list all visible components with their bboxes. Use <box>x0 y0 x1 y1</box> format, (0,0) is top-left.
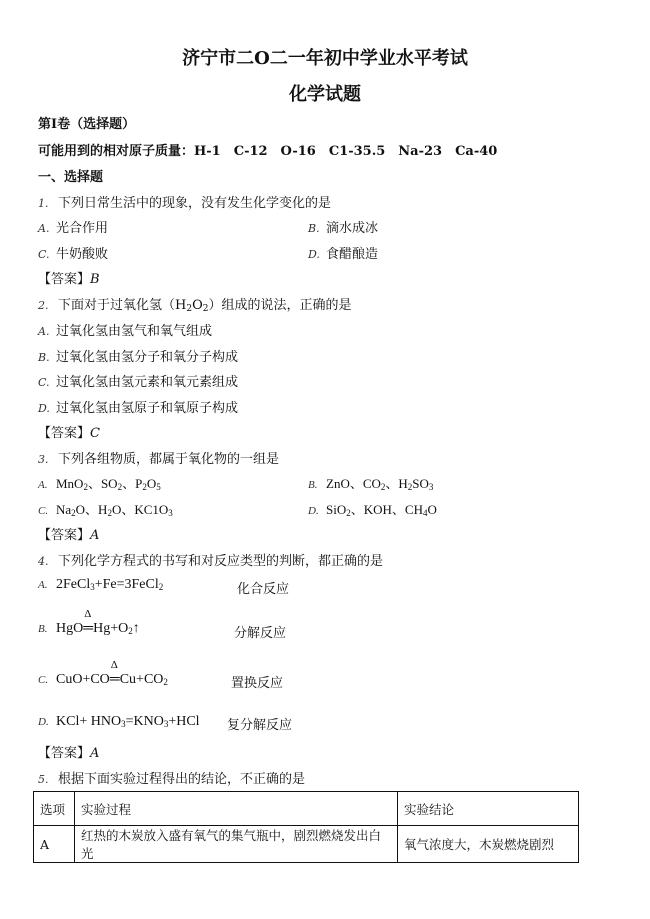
q1-option-a: A. 光合作用 <box>38 221 109 236</box>
q4-option-d-type: 复分解反应 <box>227 718 293 733</box>
q3-answer: 【答案】A <box>38 528 100 543</box>
atomic-masses: 可能用到的相对原子质量：H-1 C-12 O-16 C1-35.5 Na-23 Ca-40 <box>38 144 498 159</box>
q1-option-d: D. 食醋酿造 <box>308 247 379 262</box>
table-header: 实验过程 <box>75 792 398 826</box>
q1-option-c: C. 牛奶酸败 <box>38 247 109 262</box>
question-3: 3. 下列各组物质，都属于氧化物的一组是 <box>38 452 280 467</box>
table-row <box>34 826 579 863</box>
q4-answer: 【答案】A <box>38 746 100 761</box>
table-header-row <box>34 792 579 826</box>
exam-subtitle: 化学试题 <box>289 84 361 105</box>
question-2: 2. 下面对于过氧化氢$(H_2O_2)$组成的说法，正确的是 <box>38 298 352 314</box>
q4-option-a-type: 化合反应 <box>237 582 290 597</box>
section-title: 第I卷（选择题） <box>38 117 136 132</box>
table-cell: 氧气浓度大，木炭燃烧剧烈 <box>398 826 579 863</box>
q3-option-b: B. ZnO、$CO_2$、$H_2SO_3$ <box>308 476 434 492</box>
question-4: 4. 下列化学方程式的书写和对反应类型的判断，都正确的是 <box>38 554 384 569</box>
q2-answer: 【答案】C <box>38 426 100 441</box>
question-number: 1. <box>38 197 49 210</box>
question-1 <box>38 192 331 211</box>
q4-option-d-equation: D. $KCl+ HNO_3=KNO_3+HCl$ <box>38 714 200 729</box>
table-header: 选项 <box>34 792 75 826</box>
q2-option-c: C. 过氧化氢由氢元素和氧元素组成 <box>38 375 239 390</box>
q1-option-b: B. 滴水成冰 <box>308 221 379 236</box>
q1-answer: 【答案】B <box>38 272 100 287</box>
q4-option-c-type: 置换反应 <box>231 676 284 691</box>
experiment-table <box>33 791 579 863</box>
table-cell: 红热的木炭放入盛有氧气的集气瓶中，剧烈燃烧发出白光 <box>75 826 398 863</box>
exam-title: 济宁市二O二一年初中学业水平考试 <box>182 48 468 69</box>
part-one-heading: 一、选择题 <box>38 170 104 185</box>
q3-option-a: A. MnO$_2$、$SO_2$、$P_2O_5$ <box>38 476 161 492</box>
q4-option-c-equation: C. CuO+CO Δ $═Cu+CO_2$ <box>38 659 168 687</box>
question-stem: 下列日常生活中的现象，没有发生化学变化的是 <box>58 196 332 211</box>
q3-option-c: C. $Na_2O$、$H_2O$、$KC1O_3$ <box>38 502 173 518</box>
q2-option-a: A. 过氧化氢由氢气和氧气组成 <box>38 324 213 339</box>
table-cell: A <box>34 826 75 863</box>
question-5: 5. 根据下面实验过程得出的结论，不正确的是 <box>38 772 306 787</box>
q2-option-b: B. 过氧化氢由氢分子和氧分子构成 <box>38 350 239 365</box>
table-header: 实验结论 <box>398 792 579 826</box>
q4-option-b-type: 分解反应 <box>234 626 287 641</box>
q2-option-d: D. 过氧化氢由氢原子和氧原子构成 <box>38 401 239 416</box>
q4-option-a-equation: A. 2FeCl$_3$+Fe=3FeCl$_2$ <box>38 577 164 592</box>
q4-option-b-equation: B. HgO Δ $═Hg+O_2↑$ <box>38 608 140 636</box>
q3-option-d: D. SiO$_2$、KOH、$CH_4O$ <box>308 502 437 518</box>
